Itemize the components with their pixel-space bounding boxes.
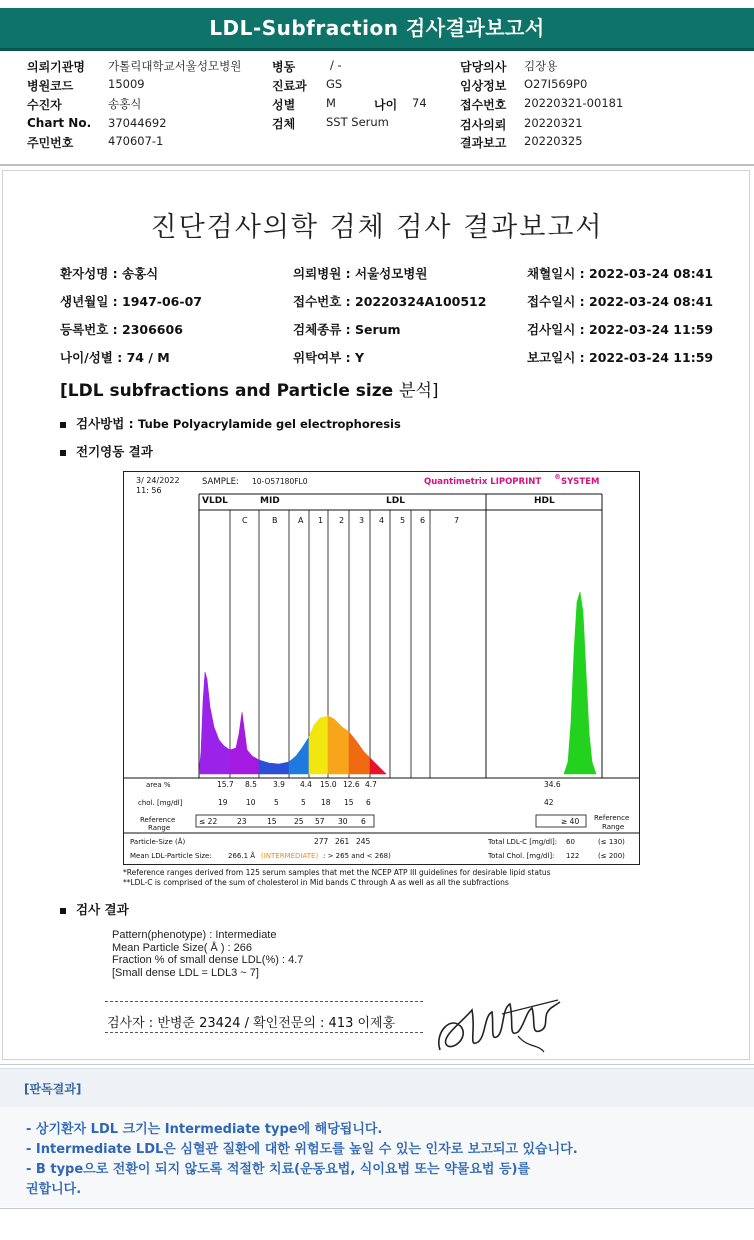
report-header-title: LDL-Subfraction 검사결과보고서 [209, 16, 545, 40]
system-mark: ® [554, 473, 561, 481]
meta-label: 성별 [272, 98, 296, 112]
section-divider [0, 1064, 754, 1065]
group-label: LDL [386, 496, 405, 506]
mean-ldl-class: (INTERMEDIATE) [261, 852, 319, 860]
band-label: 7 [454, 516, 460, 525]
mean-ldl-value: 266.1 Å [228, 852, 256, 860]
footer-divider [0, 1208, 754, 1209]
group-label: MID [260, 496, 280, 506]
meta-label: 임상정보 [460, 79, 507, 93]
bullet-icon [60, 450, 66, 456]
meta-label: 접수번호 [460, 98, 507, 112]
chol-value: 15 [344, 798, 354, 807]
meta-value: 37044692 [108, 116, 167, 130]
reference-value: 30 [338, 817, 348, 826]
chol-value: 5 [274, 798, 279, 807]
chol-value: 6 [366, 798, 371, 807]
chart-note: **LDL-C is comprised of the sum of cholesterol in Mid bands C through A as well as all the subfractions [123, 878, 509, 887]
row-label-area: area % [146, 781, 171, 789]
meta-label: 검사의뢰 [460, 118, 507, 132]
total-chol-value: 122 [566, 852, 580, 860]
row-label-ref: Range [148, 824, 171, 832]
band-label: A [298, 516, 304, 525]
meta-label: 결과보고 [460, 136, 507, 150]
meta-value: 송홍식 [108, 97, 142, 111]
band-label: 3 [359, 516, 365, 525]
specimen-type: 검체종류 : Serum [293, 322, 401, 337]
ldl2-peak [328, 716, 349, 774]
area-value: 4.7 [365, 780, 377, 789]
result-label: 검사 결과 [76, 902, 129, 917]
area-value: 8.5 [245, 780, 257, 789]
handwritten-signature [432, 992, 567, 1060]
meta-label: 진료과 [272, 79, 307, 93]
judgement-title: [판독결과] [24, 1082, 82, 1096]
ldl3-peak [349, 732, 370, 774]
system-tail: SYSTEM [561, 477, 600, 487]
row-label-ref: Reference [140, 816, 176, 824]
chol-value: 18 [321, 798, 331, 807]
particle-size-value: 277 [314, 837, 329, 846]
judgement-header [0, 1068, 754, 1108]
patient-age-sex: 나이/성별 : 74 / M [60, 350, 170, 365]
meta-label: 주민번호 [27, 136, 74, 150]
reference-value: 23 [237, 817, 247, 826]
band-label: 1 [318, 516, 324, 525]
area-value: 34.6 [544, 780, 561, 789]
meta-value: GS [326, 77, 343, 91]
reference-value: 57 [315, 817, 325, 826]
electro-row [60, 442, 153, 460]
band-label: 6 [420, 516, 426, 525]
report-title: 진단검사의학 검체 검사 결과보고서 [150, 212, 604, 243]
total-chol-label: Total Chol. [mg/dl]: [488, 852, 555, 860]
meta-value: 김장용 [524, 59, 558, 73]
chart-note: *Reference ranges derived from 125 serum samples that met the NCEP ATP III guidelines for desirable lipid status [123, 868, 551, 877]
meta-value: M [326, 96, 336, 110]
meta-value: O27I569P0 [524, 77, 588, 91]
section-heading-ko: 분석] [399, 381, 439, 401]
sample-id: 10-O57180FL0 [252, 477, 308, 486]
result-row [60, 900, 129, 918]
band-label: 2 [339, 516, 345, 525]
receipt-datetime: 접수일시 : 2022-03-24 08:41 [527, 294, 714, 309]
mid-c-peak [230, 712, 259, 774]
total-chol-ref: (≤ 200) [598, 852, 625, 860]
collection-datetime: 채혈일시 : 2022-03-24 08:41 [527, 266, 714, 281]
band-label: B [272, 516, 278, 525]
area-value: 3.9 [273, 780, 285, 789]
group-label: VLDL [202, 496, 228, 506]
electrophoresis-chart [123, 471, 640, 865]
consignment: 위탁여부 : Y [293, 350, 365, 365]
sample-label: SAMPLE: [202, 477, 239, 487]
meta-value: 15009 [108, 77, 145, 91]
result-line: [Small dense LDL = LDL3 ~ 7] [112, 966, 259, 979]
reference-value: 15 [267, 817, 277, 826]
signature-divider [105, 1032, 423, 1033]
meta-label: 검체 [272, 117, 296, 131]
meta-label: 병동 [272, 60, 296, 74]
meta-label: 수진자 [27, 98, 62, 112]
vldl-peak [199, 672, 230, 774]
chart-notes [123, 868, 643, 888]
reference-value: ≥ 40 [561, 817, 580, 826]
judgement-body [0, 1107, 754, 1207]
meta-label: 의뢰기관명 [27, 60, 85, 74]
band-label: 4 [379, 516, 385, 525]
signature-divider [105, 1001, 423, 1002]
mean-ldl-label: Mean LDL-Particle Size: [130, 852, 212, 860]
area-value: 15.7 [217, 780, 234, 789]
judgement-line: - 상기환자 LDL 크기는 Intermediate type에 해당됩니다. [26, 1122, 383, 1137]
method-label: 검사방법 : [76, 416, 134, 431]
chart-svg [124, 472, 639, 864]
meta-value: 20220321 [524, 116, 583, 130]
band-label: 5 [400, 516, 406, 525]
bullet-icon [60, 908, 66, 914]
meta-value: / - [330, 58, 342, 72]
chol-value: 42 [544, 798, 554, 807]
receipt-number: 접수번호 : 20220324A100512 [293, 294, 487, 309]
area-value: 4.4 [300, 780, 312, 789]
area-value: 12.6 [343, 780, 360, 789]
patient-reg-no: 등록번호 : 2306606 [60, 322, 183, 337]
ldl1-peak [309, 716, 328, 774]
judgement-line: - Intermediate LDL은 심혈관 질환에 대한 위험도를 높일 수 있는 인자로 보고되고 있습니다. [26, 1142, 578, 1157]
meta-label: 나이 [374, 98, 398, 112]
chart-time: 11: 56 [136, 486, 162, 495]
section-heading-en: [LDL subfractions and Particle size [60, 381, 400, 401]
result-line: Mean Particle Size( Å ) : 266 [112, 941, 253, 954]
patient-birth: 생년월일 : 1947-06-07 [60, 294, 202, 309]
bullet-icon [60, 422, 66, 428]
ldl4-peak [370, 758, 386, 774]
test-datetime: 검사일시 : 2022-03-24 11:59 [527, 322, 714, 337]
signer-info: 검사자 : 반병준 23424 / 확인전문의 : 413 이제홍 [107, 1016, 396, 1031]
meta-label: Chart No. [27, 116, 92, 130]
result-details [112, 929, 303, 979]
meta-value: 20220321-00181 [524, 96, 624, 110]
meta-label: 병원코드 [27, 79, 74, 93]
reference-value: 25 [294, 817, 304, 826]
section-heading [60, 376, 439, 401]
particle-size-value: 261 [335, 837, 350, 846]
meta-label: 담당의사 [460, 60, 507, 74]
chol-value: 10 [246, 798, 256, 807]
chart-date: 3/ 24/2022 [136, 476, 180, 485]
judgement-line: - B type으로 전환이 되지 않도록 적절한 치료(운동요법, 식이요법 또는 약물요법 등)를 [26, 1162, 531, 1177]
report-datetime: 보고일시 : 2022-03-24 11:59 [527, 350, 714, 365]
result-line: Pattern(phenotype) : Intermediate [112, 929, 277, 941]
system-name: Quantimetrix LIPOPRINT [424, 477, 542, 487]
mid-a-peak [289, 737, 309, 774]
area-value: 15.0 [320, 780, 337, 789]
meta-value: SST Serum [326, 115, 389, 129]
mid-b-peak [259, 760, 289, 774]
mean-ldl-range: : > 265 and < 268) [323, 852, 391, 860]
row-label-chol: chol. [mg/dl] [138, 799, 183, 807]
judgement-line: 권합니다. [26, 1182, 82, 1197]
patient-name: 환자성명 : 송홍식 [60, 266, 159, 281]
method-row [60, 414, 401, 432]
total-ldl-label: Total LDL-C [mg/dl]: [488, 838, 558, 846]
total-ldl-ref: (≤ 130) [598, 838, 625, 846]
ref-right-label: Range [602, 823, 625, 831]
meta-value: 20220325 [524, 134, 583, 148]
electro-label: 전기영동 결과 [76, 444, 153, 459]
reference-value: ≤ 22 [199, 817, 218, 826]
particle-size-label: Particle-Size (Å) [130, 838, 186, 846]
particle-size-value: 245 [356, 837, 371, 846]
band-label: C [242, 516, 248, 525]
chol-value: 5 [301, 798, 306, 807]
meta-value: 74 [412, 96, 427, 110]
total-ldl-value: 60 [566, 838, 575, 846]
result-line: Fraction % of small dense LDL(%) : 4.7 [112, 954, 304, 966]
requesting-hospital: 의뢰병원 : 서울성모병원 [293, 266, 428, 281]
group-label: HDL [534, 496, 555, 506]
header-divider [0, 164, 754, 166]
chol-value: 19 [218, 798, 228, 807]
hdl-peak [564, 592, 596, 774]
meta-value: 가톨릭대학교서울성모병원 [108, 59, 242, 73]
ref-right-label: Reference [594, 814, 630, 822]
reference-value: 6 [361, 817, 366, 826]
meta-value: 470607-1 [108, 134, 164, 148]
method-value: Tube Polyacrylamide gel electrophoresis [138, 417, 401, 431]
report-header-bar [0, 8, 754, 51]
